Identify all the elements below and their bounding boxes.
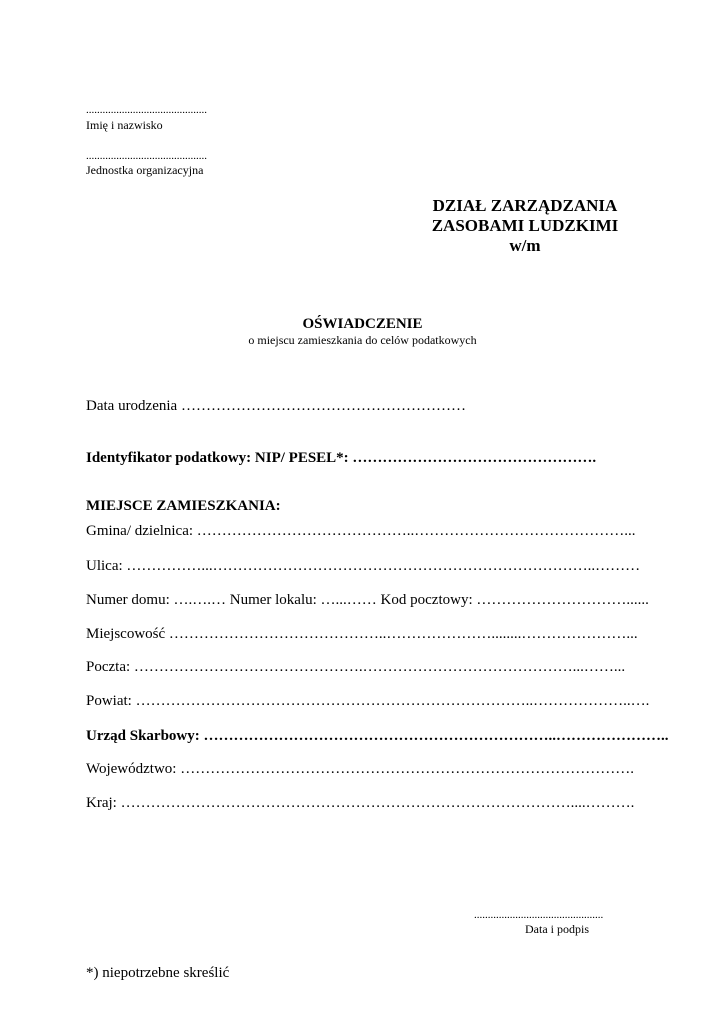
tax-office-field: Urząd Skarbowy: ……………………………………………………………..………………….. xyxy=(86,728,669,744)
recipient-line-2: ZASOBAMI LUDZKIMI xyxy=(431,216,619,235)
unit-field-dots: ............................................ xyxy=(86,150,207,162)
signature-dots: ............................................... xyxy=(474,909,604,921)
post-office-field: Poczta: ……………………………………….……………………………………...……... xyxy=(86,659,626,675)
voivodeship-field: Województwo: ………………………………………………………………………………. xyxy=(86,761,634,777)
document-title: OŚWIADCZENIE xyxy=(302,316,423,332)
city-field: Miejscowość ……………………………………..…………………........…………………... xyxy=(86,626,638,642)
name-field-label: Imię i nazwisko xyxy=(86,118,163,132)
document-subtitle: o miejscu zamieszkania do celów podatkowych xyxy=(248,333,477,347)
tax-id-field: Identyfikator podatkowy: NIP/ PESEL*: …………………………………………. xyxy=(86,450,597,466)
county-field: Powiat: ……………………………………………………………………..………………..…. xyxy=(86,693,650,709)
gmina-field: Gmina/ dzielnica: ……………………………………..……………………………………... xyxy=(86,523,636,539)
name-field-dots: ............................................ xyxy=(86,104,207,116)
signature-label: Data i podpis xyxy=(525,922,589,936)
recipient-line-3: w/m xyxy=(509,236,541,255)
house-number-field: Numer domu: ….….… Numer lokalu: …...…… Kod pocztowy: …………………………...... xyxy=(86,592,649,608)
unit-field-label: Jednostka organizacyjna xyxy=(86,163,204,177)
footnote: *) niepotrzebne skreślić xyxy=(86,965,230,981)
birth-date-field: Data urodzenia ………………………………………………… xyxy=(86,398,466,414)
street-field: Ulica: ……………...…………………………………………………………………..……… xyxy=(86,558,641,574)
residence-section-heading: MIEJSCE ZAMIESZKANIA: xyxy=(86,498,281,514)
country-field: Kraj: ………………………………………………………………………………....………. xyxy=(86,795,635,811)
recipient-line-1: DZIAŁ ZARZĄDZANIA xyxy=(432,196,618,215)
